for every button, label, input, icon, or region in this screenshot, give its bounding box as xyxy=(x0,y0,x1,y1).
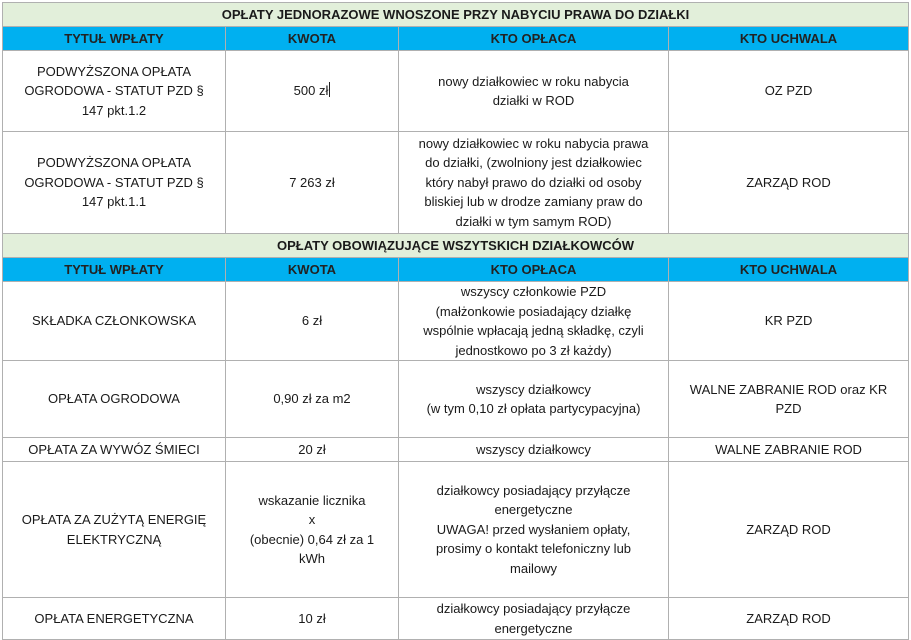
fee-payer: wszyscy działkowcy xyxy=(399,438,669,462)
fee-title: PODWYŻSZONA OPŁATA OGRODOWA - STATUT PZD § 147 pkt.1.2 xyxy=(3,51,226,132)
fee-amount-cell[interactable] xyxy=(226,51,399,132)
header-payer: KTO OPŁACA xyxy=(399,258,669,282)
fee-decider: ZARZĄD ROD xyxy=(669,598,909,640)
section-title-row xyxy=(3,234,909,258)
fee-amount: 7 263 zł xyxy=(226,132,399,234)
header-payer: KTO OPŁACA xyxy=(399,27,669,51)
fee-amount: 20 zł xyxy=(226,438,399,462)
table-row xyxy=(3,438,909,462)
fee-amount: 10 zł xyxy=(226,598,399,640)
fee-payer: działkowcy posiadający przyłącze energetyczne xyxy=(399,598,669,640)
fee-title: OPŁATA OGRODOWA xyxy=(3,361,226,438)
fee-payer: wszyscy członkowie PZD (małżonkowie posiadający działkę wspólnie wpłacają jedną składkę, czyli jednostkowo po 3 zł każdy) xyxy=(399,282,669,361)
table-row xyxy=(3,51,909,132)
fee-amount: 500 zł xyxy=(293,83,329,99)
table-row xyxy=(3,132,909,234)
column-header-row xyxy=(3,258,909,282)
fee-amount: wskazanie licznika x (obecnie) 0,64 zł za 1 kWh xyxy=(226,462,399,598)
fee-payer: wszyscy działkowcy (w tym 0,10 zł opłata partycypacyjna) xyxy=(399,361,669,438)
fee-title: OPŁATA ZA WYWÓZ ŚMIECI xyxy=(3,438,226,462)
fee-payer: nowy działkowiec w roku nabycia prawa do działki, (zwolniony jest działkowiec który nabył prawo do działki od osoby bliskiej lub w drodze zamiany praw do działki w tym samym ROD) xyxy=(399,132,669,234)
fee-amount: 0,90 zł za m2 xyxy=(226,361,399,438)
header-decider: KTO UCHWALA xyxy=(669,27,909,51)
fees-table xyxy=(2,2,909,640)
column-header-row xyxy=(3,27,909,51)
section-title-row xyxy=(3,3,909,27)
fee-amount: 6 zł xyxy=(226,282,399,361)
table-row xyxy=(3,598,909,640)
fee-payer: nowy działkowiec w roku nabycia działki w ROD xyxy=(399,51,669,132)
fee-title: OPŁATA ENERGETYCZNA xyxy=(3,598,226,640)
fee-title: PODWYŻSZONA OPŁATA OGRODOWA - STATUT PZD § 147 pkt.1.1 xyxy=(3,132,226,234)
fee-decider: KR PZD xyxy=(669,282,909,361)
table-row xyxy=(3,361,909,438)
section-title: OPŁATY JEDNORAZOWE WNOSZONE PRZY NABYCIU PRAWA DO DZIAŁKI xyxy=(3,3,909,27)
fee-decider: WALNE ZABRANIE ROD oraz KR PZD xyxy=(669,361,909,438)
fee-payer: działkowcy posiadający przyłącze energetyczne UWAGA! przed wysłaniem opłaty, prosimy o kontakt telefoniczny lub mailowy xyxy=(399,462,669,598)
text-cursor xyxy=(329,82,330,97)
fee-decider: ZARZĄD ROD xyxy=(669,462,909,598)
table-row xyxy=(3,282,909,361)
section-title: OPŁATY OBOWIĄZUJĄCE WSZYTSKICH DZIAŁKOWCÓW xyxy=(3,234,909,258)
header-amount: KWOTA xyxy=(226,27,399,51)
table-row xyxy=(3,462,909,598)
fee-title: OPŁATA ZA ZUŻYTĄ ENERGIĘ ELEKTRYCZNĄ xyxy=(3,462,226,598)
fee-title: SKŁADKA CZŁONKOWSKA xyxy=(3,282,226,361)
header-decider: KTO UCHWALA xyxy=(669,258,909,282)
header-amount: KWOTA xyxy=(226,258,399,282)
fee-decider: OZ PZD xyxy=(669,51,909,132)
fee-decider: ZARZĄD ROD xyxy=(669,132,909,234)
fee-decider: WALNE ZABRANIE ROD xyxy=(669,438,909,462)
header-title: TYTUŁ WPŁATY xyxy=(3,27,226,51)
header-title: TYTUŁ WPŁATY xyxy=(3,258,226,282)
